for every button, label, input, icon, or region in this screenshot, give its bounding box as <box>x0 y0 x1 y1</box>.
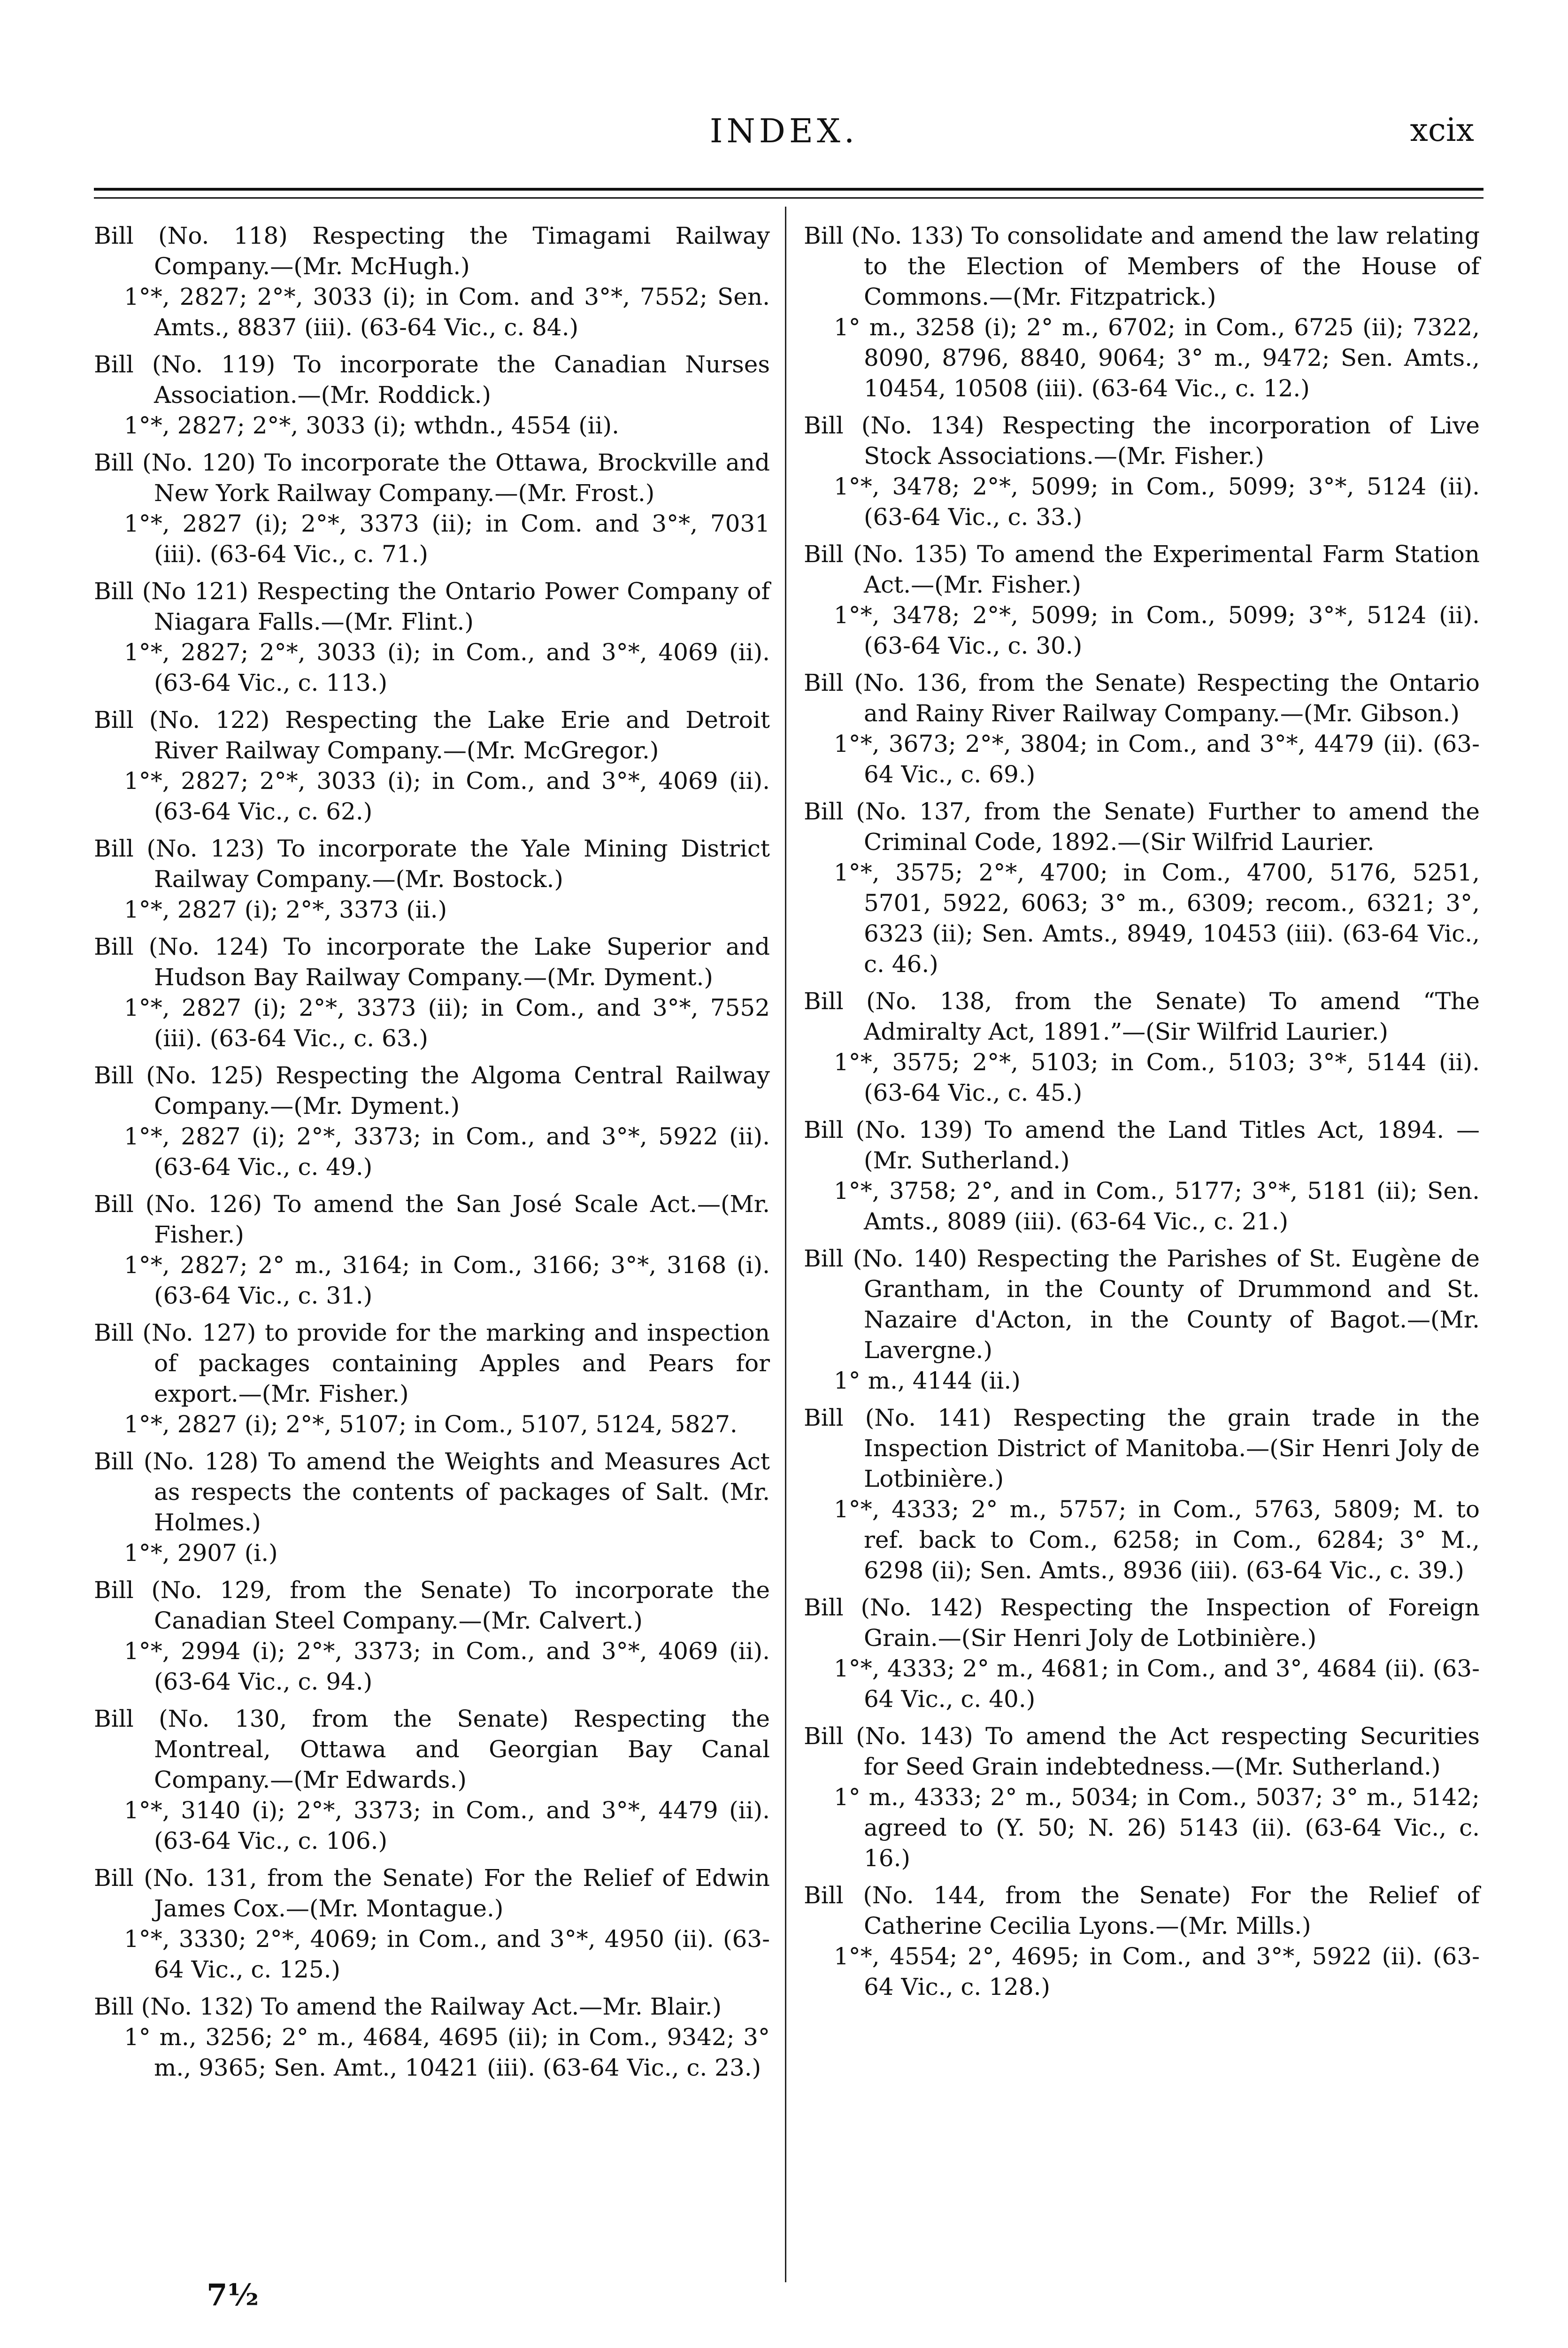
entry-title: Bill (No. 135) To amend the Experimental Farm Station Act.—(Mr. Fisher.) <box>804 541 1480 598</box>
header-rule-thin <box>94 197 1483 199</box>
page-header <box>0 112 1568 163</box>
entry-title: Bill (No. 137, from the Senate) Further to amend the Criminal Code, 1892.—(Sir Wilfrid Laurier. <box>804 798 1480 856</box>
entry-actions: 1°*, 2827; 2°*, 3033 (i); in Com., and 3°*, 4069 (ii). (63-64 Vic., c. 62.) <box>124 767 770 825</box>
index-entry <box>804 668 1480 790</box>
entry-title: Bill (No. 144, from the Senate) For the Relief of Catherine Cecilia Lyons.—(Mr. Mills.) <box>804 1882 1480 1939</box>
entry-title: Bill (No. 122) Respecting the Lake Erie and Detroit River Railway Company.—(Mr. McGregor.) <box>94 706 770 764</box>
page-title: INDEX. <box>709 112 859 150</box>
entry-title: Bill (No. 118) Respecting the Timagami Railway Company.—(Mr. McHugh.) <box>94 222 770 280</box>
entry-actions: 1°*, 2827; 2°*, 3033 (i); in Com., and 3°*, 4069 (ii). (63-64 Vic., c. 113.) <box>124 639 770 696</box>
entry-actions: 1°*, 3575; 2°*, 5103; in Com., 5103; 3°*, 5144 (ii). (63-64 Vic., c. 45.) <box>834 1049 1480 1106</box>
index-entry <box>94 1575 770 1697</box>
entry-actions: 1°*, 2827 (i); 2°*, 5107; in Com., 5107, 5124, 5827. <box>124 1411 738 1438</box>
index-entry <box>94 1446 770 1568</box>
index-entry <box>94 1318 770 1440</box>
entry-actions: 1°*, 3330; 2°*, 4069; in Com., and 3°*, 4950 (ii). (63-64 Vic., c. 125.) <box>124 1925 770 1983</box>
entry-actions: 1°*, 3673; 2°*, 3804; in Com., and 3°*, 4479 (ii). (63-64 Vic., c. 69.) <box>834 730 1480 788</box>
entry-actions: 1°*, 2827 (i); 2°*, 3373 (ii); in Com. and 3°*, 7031 (iii). (63-64 Vic., c. 71.) <box>124 510 770 568</box>
entry-actions: 1°*, 2994 (i); 2°*, 3373; in Com., and 3°*, 4069 (ii). (63-64 Vic., c. 94.) <box>124 1637 770 1695</box>
index-entry <box>94 1992 770 2083</box>
entry-title: Bill (No. 129, from the Senate) To incorporate the Canadian Steel Company.—(Mr. Calvert.) <box>94 1576 770 1634</box>
index-entry <box>94 448 770 570</box>
index-entry <box>804 1721 1480 1874</box>
entry-actions: 1°*, 3575; 2°*, 4700; in Com., 4700, 5176, 5251, 5701, 5922, 6063; 3° m., 6309; recom., 6321; 3°, 6323 (ii); Sen. Amts., 8949, 10453 (iii). (63-64 Vic., c. 46.) <box>834 859 1480 978</box>
entry-actions: 1°*, 2827; 2°*, 3033 (i); wthdn., 4554 (ii). <box>124 412 620 439</box>
entry-title: Bill (No. 138, from the Senate) To amend “The Admiralty Act, 1891.”—(Sir Wilfrid Laurier.) <box>804 988 1480 1045</box>
index-entry <box>804 986 1480 1108</box>
index-entry <box>804 796 1480 980</box>
entry-actions: 1°*, 2827 (i); 2°*, 3373 (ii.) <box>124 896 447 923</box>
index-entry <box>94 349 770 441</box>
index-entry <box>804 1115 1480 1237</box>
entry-actions: 1°*, 2827 (i); 2°*, 3373; in Com., and 3°*, 5922 (ii). (63-64 Vic., c. 49.) <box>124 1123 770 1181</box>
index-entry <box>804 1592 1480 1715</box>
entry-actions: 1°*, 3478; 2°*, 5099; in Com., 5099; 3°*, 5124 (ii). (63-64 Vic., c. 33.) <box>834 473 1480 531</box>
left-column <box>94 221 770 2090</box>
entry-title: Bill (No 121) Respecting the Ontario Power Company of Niagara Falls.—(Mr. Flint.) <box>94 578 770 635</box>
entry-title: Bill (No. 140) Respecting the Parishes of St. Eugène de Grantham, in the County of Drummond and St. Nazaire d'Acton, in the County of Bagot.—(Mr. Lavergne.) <box>804 1245 1480 1364</box>
index-entry <box>94 834 770 925</box>
header-rule <box>94 188 1483 191</box>
index-entry <box>804 1244 1480 1396</box>
entry-actions: 1° m., 3258 (i); 2° m., 6702; in Com., 6725 (ii); 7322, 8090, 8796, 8840, 9064; 3° m., 9472; Sen. Amts., 10454, 10508 (iii). (63-64 Vic., c. 12.) <box>834 314 1480 402</box>
index-entry <box>804 539 1480 661</box>
index-entry <box>804 410 1480 533</box>
entry-actions: 1°*, 2827; 2° m., 3164; in Com., 3166; 3°*, 3168 (i). (63-64 Vic., c. 31.) <box>124 1251 770 1309</box>
entry-title: Bill (No. 141) Respecting the grain trade in the Inspection District of Manitoba.—(Sir Henri Joly de Lotbinière.) <box>804 1404 1480 1492</box>
entry-actions: 1°*, 3478; 2°*, 5099; in Com., 5099; 3°*, 5124 (ii). (63-64 Vic., c. 30.) <box>834 602 1480 659</box>
entry-actions: 1°*, 4554; 2°, 4695; in Com., and 3°*, 5922 (ii). (63-64 Vic., c. 128.) <box>834 1943 1480 2000</box>
index-entry <box>94 1863 770 1985</box>
folio-mark: 7½ <box>207 2278 259 2313</box>
index-entry <box>804 1403 1480 1586</box>
index-entry <box>94 576 770 698</box>
entry-title: Bill (No. 120) To incorporate the Ottawa, Brockville and New York Railway Company.—(Mr. Frost.) <box>94 449 770 507</box>
index-entry <box>94 1060 770 1182</box>
index-entry <box>804 1880 1480 2002</box>
entry-title: Bill (No. 126) To amend the San José Scale Act.—(Mr. Fisher.) <box>94 1190 770 1248</box>
entry-title: Bill (No. 128) To amend the Weights and Measures Act as respects the contents of packages of Salt. (Mr. Holmes.) <box>94 1448 770 1536</box>
entry-actions: 1°*, 2827 (i); 2°*, 3373 (ii); in Com., and 3°*, 7552 (iii). (63-64 Vic., c. 63.) <box>124 994 770 1052</box>
entry-title: Bill (No. 142) Respecting the Inspection of Foreign Grain.—(Sir Henri Joly de Lotbinière.) <box>804 1594 1480 1652</box>
entry-actions: 1°*, 3758; 2°, and in Com., 5177; 3°*, 5181 (ii); Sen. Amts., 8089 (iii). (63-64 Vic., c. 21.) <box>834 1177 1480 1235</box>
entry-title: Bill (No. 131, from the Senate) For the Relief of Edwin James Cox.—(Mr. Montague.) <box>94 1864 770 1922</box>
entry-title: Bill (No. 143) To amend the Act respecting Securities for Seed Grain indebtedness.—(Mr. Sutherland.) <box>804 1722 1480 1780</box>
entry-title: Bill (No. 130, from the Senate) Respecting the Montreal, Ottawa and Georgian Bay Canal Company.—(Mr Edwards.) <box>94 1705 770 1793</box>
entry-actions: 1° m., 3256; 2° m., 4684, 4695 (ii); in Com., 9342; 3° m., 9365; Sen. Amt., 10421 (iii). (63-64 Vic., c. 23.) <box>124 2024 770 2081</box>
entry-actions: 1° m., 4144 (ii.) <box>834 1367 1021 1394</box>
entry-title: Bill (No. 132) To amend the Railway Act.—Mr. Blair.) <box>94 1993 722 2020</box>
entry-actions: 1°*, 2827; 2°*, 3033 (i); in Com. and 3°*, 7552; Sen. Amts., 8837 (iii). (63-64 Vic., c. 84.) <box>124 283 770 341</box>
page-number: xcix <box>1410 112 1474 149</box>
entry-title: Bill (No. 136, from the Senate) Respecting the Ontario and Rainy River Railway Company.—(Mr. Gibson.) <box>804 669 1480 727</box>
column-divider <box>785 207 786 2282</box>
index-entry <box>94 221 770 343</box>
entry-title: Bill (No. 123) To incorporate the Yale Mining District Railway Company.—(Mr. Bostock.) <box>94 835 770 893</box>
index-entry <box>94 1189 770 1311</box>
entry-actions: 1°*, 2907 (i.) <box>124 1539 278 1567</box>
entry-title: Bill (No. 127) to provide for the marking and inspection of packages containing Apples and Pears for export.—(Mr. Fisher.) <box>94 1319 770 1407</box>
entry-actions: 1°*, 3140 (i); 2°*, 3373; in Com., and 3°*, 4479 (ii). (63-64 Vic., c. 106.) <box>124 1797 770 1854</box>
right-column <box>804 221 1480 2009</box>
index-entry <box>94 932 770 1054</box>
entry-title: Bill (No. 139) To amend the Land Titles Act, 1894. —(Mr. Sutherland.) <box>804 1116 1480 1174</box>
index-entry <box>94 705 770 827</box>
entry-title: Bill (No. 134) Respecting the incorporation of Live Stock Associations.—(Mr. Fisher.) <box>804 412 1480 470</box>
entry-actions: 1° m., 4333; 2° m., 5034; in Com., 5037; 3° m., 5142; agreed to (Y. 50; N. 26) 5143 (ii). (63-64 Vic., c. 16.) <box>834 1784 1480 1872</box>
index-entry <box>94 1704 770 1856</box>
entry-title: Bill (No. 119) To incorporate the Canadian Nurses Association.—(Mr. Roddick.) <box>94 351 770 409</box>
index-entry <box>804 221 1480 404</box>
entry-title: Bill (No. 125) Respecting the Algoma Central Railway Company.—(Mr. Dyment.) <box>94 1062 770 1120</box>
entry-actions: 1°*, 4333; 2° m., 5757; in Com., 5763, 5809; M. to ref. back to Com., 6258; in Com., 6284; 3° M., 6298 (ii); Sen. Amts., 8936 (iii). (63-64 Vic., c. 39.) <box>834 1496 1480 1584</box>
entry-title: Bill (No. 133) To consolidate and amend the law relating to the Election of Members of the House of Commons.—(Mr. Fitzpatrick.) <box>804 222 1480 310</box>
entry-title: Bill (No. 124) To incorporate the Lake Superior and Hudson Bay Railway Company.—(Mr. Dyment.) <box>94 933 770 991</box>
entry-actions: 1°*, 4333; 2° m., 4681; in Com., and 3°, 4684 (ii). (63-64 Vic., c. 40.) <box>834 1655 1480 1713</box>
